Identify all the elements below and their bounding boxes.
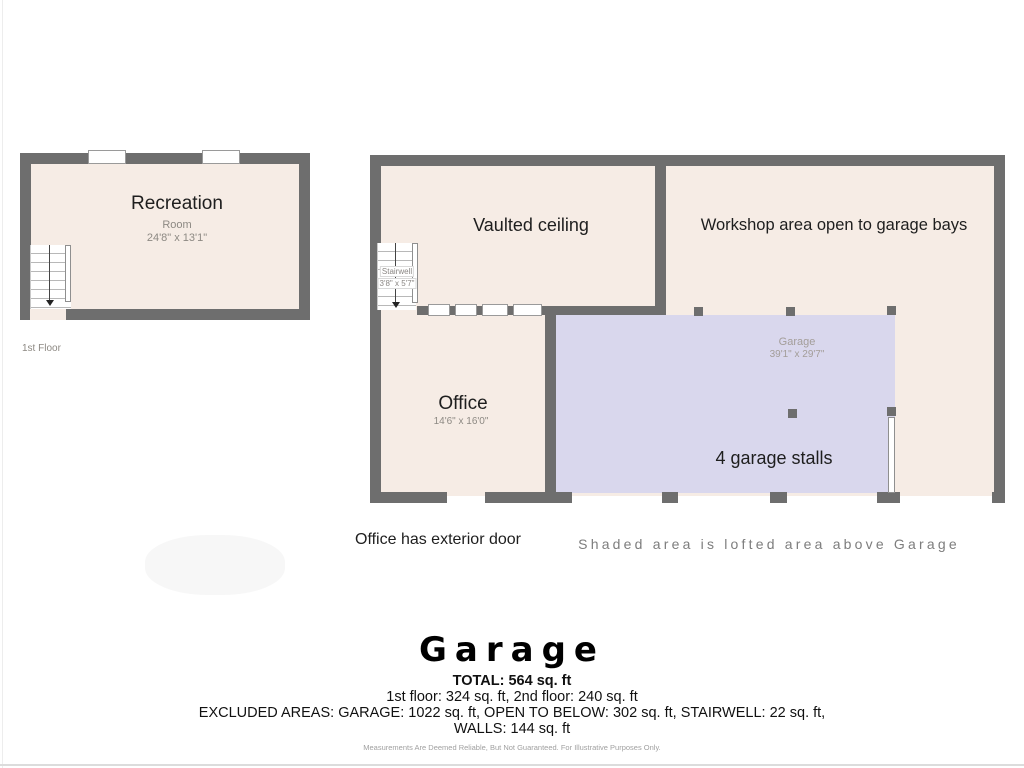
loft-edge-post-3 [887, 306, 896, 315]
recreation-window-1 [88, 150, 126, 164]
stairwell-name: Stairwell [381, 267, 413, 276]
recreation-room-type: Room [162, 219, 192, 231]
faded-watermark [145, 535, 285, 595]
note-shaded-area: Shaded area is lofted area above Garage [578, 536, 960, 552]
loft-railing-panel-4 [513, 304, 542, 316]
plan2-wall-bottom-post3 [877, 492, 900, 503]
recreation-wall-top [20, 153, 310, 164]
workshop-label: Workshop area open to garage bays [700, 216, 968, 234]
second-floor-plan [370, 155, 1005, 503]
stairwell-dims: 3'8" x 5'7" [379, 279, 415, 288]
loft-edge-post-2 [786, 307, 795, 316]
recreation-door-opening [30, 309, 66, 320]
loft-railing-panel-1 [428, 304, 450, 316]
bottom-edge-line [0, 764, 1024, 766]
first-floor-plan [20, 153, 310, 320]
plan2-wall-bottom-post1 [662, 492, 678, 503]
recreation-room-name: Recreation [131, 193, 223, 214]
note-office-door: Office has exterior door [354, 531, 522, 548]
plan2-wall-left [370, 155, 381, 503]
loft-right-post [887, 407, 896, 416]
garage-stalls-label: 4 garage stalls [715, 448, 833, 468]
summary-title: Garage [419, 630, 605, 670]
plan2-stairs-arrow-icon [392, 302, 400, 308]
vaulted-ceiling-label: Vaulted ceiling [473, 215, 589, 235]
first-floor-label: 1st Floor [22, 343, 61, 354]
loft-edge-post-1 [694, 307, 703, 316]
recreation-room-dims: 24'8" x 13'1" [146, 232, 208, 244]
summary-total: TOTAL: 564 sq. ft [452, 673, 572, 689]
garage-center-post [788, 409, 797, 418]
office-garage-divider-wall [545, 313, 556, 503]
recreation-wall-right [299, 153, 310, 320]
recreation-window-2 [202, 150, 240, 164]
recreation-stairs-wall [65, 245, 71, 302]
loft-right-railing [888, 417, 895, 493]
vaulted-workshop-divider-wall [655, 165, 666, 315]
loft-railing-panel-3 [482, 304, 508, 316]
plan2-wall-bottom-post2 [770, 492, 787, 503]
summary-floors: 1st floor: 324 sq. ft, 2nd floor: 240 sq. ft [386, 689, 638, 705]
office-dims: 14'6" x 16'0" [433, 416, 489, 427]
office-name: Office [438, 393, 488, 414]
plan2-wall-bottom-seg2 [485, 492, 572, 503]
garage-dims: 39'1" x 29'7" [769, 349, 825, 360]
recreation-stairs-arrow-icon [46, 300, 54, 306]
recreation-stairs-direction-line [49, 245, 50, 301]
loft-railing-panel-2 [455, 304, 477, 316]
summary-disclaimer: Measurements Are Deemed Reliable, But Not Guaranteed. For Illustrative Purposes Only. [363, 743, 661, 752]
summary-walls: WALLS: 144 sq. ft [453, 721, 571, 737]
plan2-wall-top [370, 155, 1005, 166]
plan2-wall-bottom-seg3 [992, 492, 1005, 503]
summary-excluded: EXCLUDED AREAS: GARAGE: 1022 sq. ft, OPEN TO BELOW: 302 sq. ft, STAIRWELL: 22 sq. ft, [198, 705, 826, 721]
garage-name: Garage [778, 336, 816, 348]
plan2-wall-right [994, 155, 1005, 503]
plan2-wall-bottom-seg1 [370, 492, 447, 503]
